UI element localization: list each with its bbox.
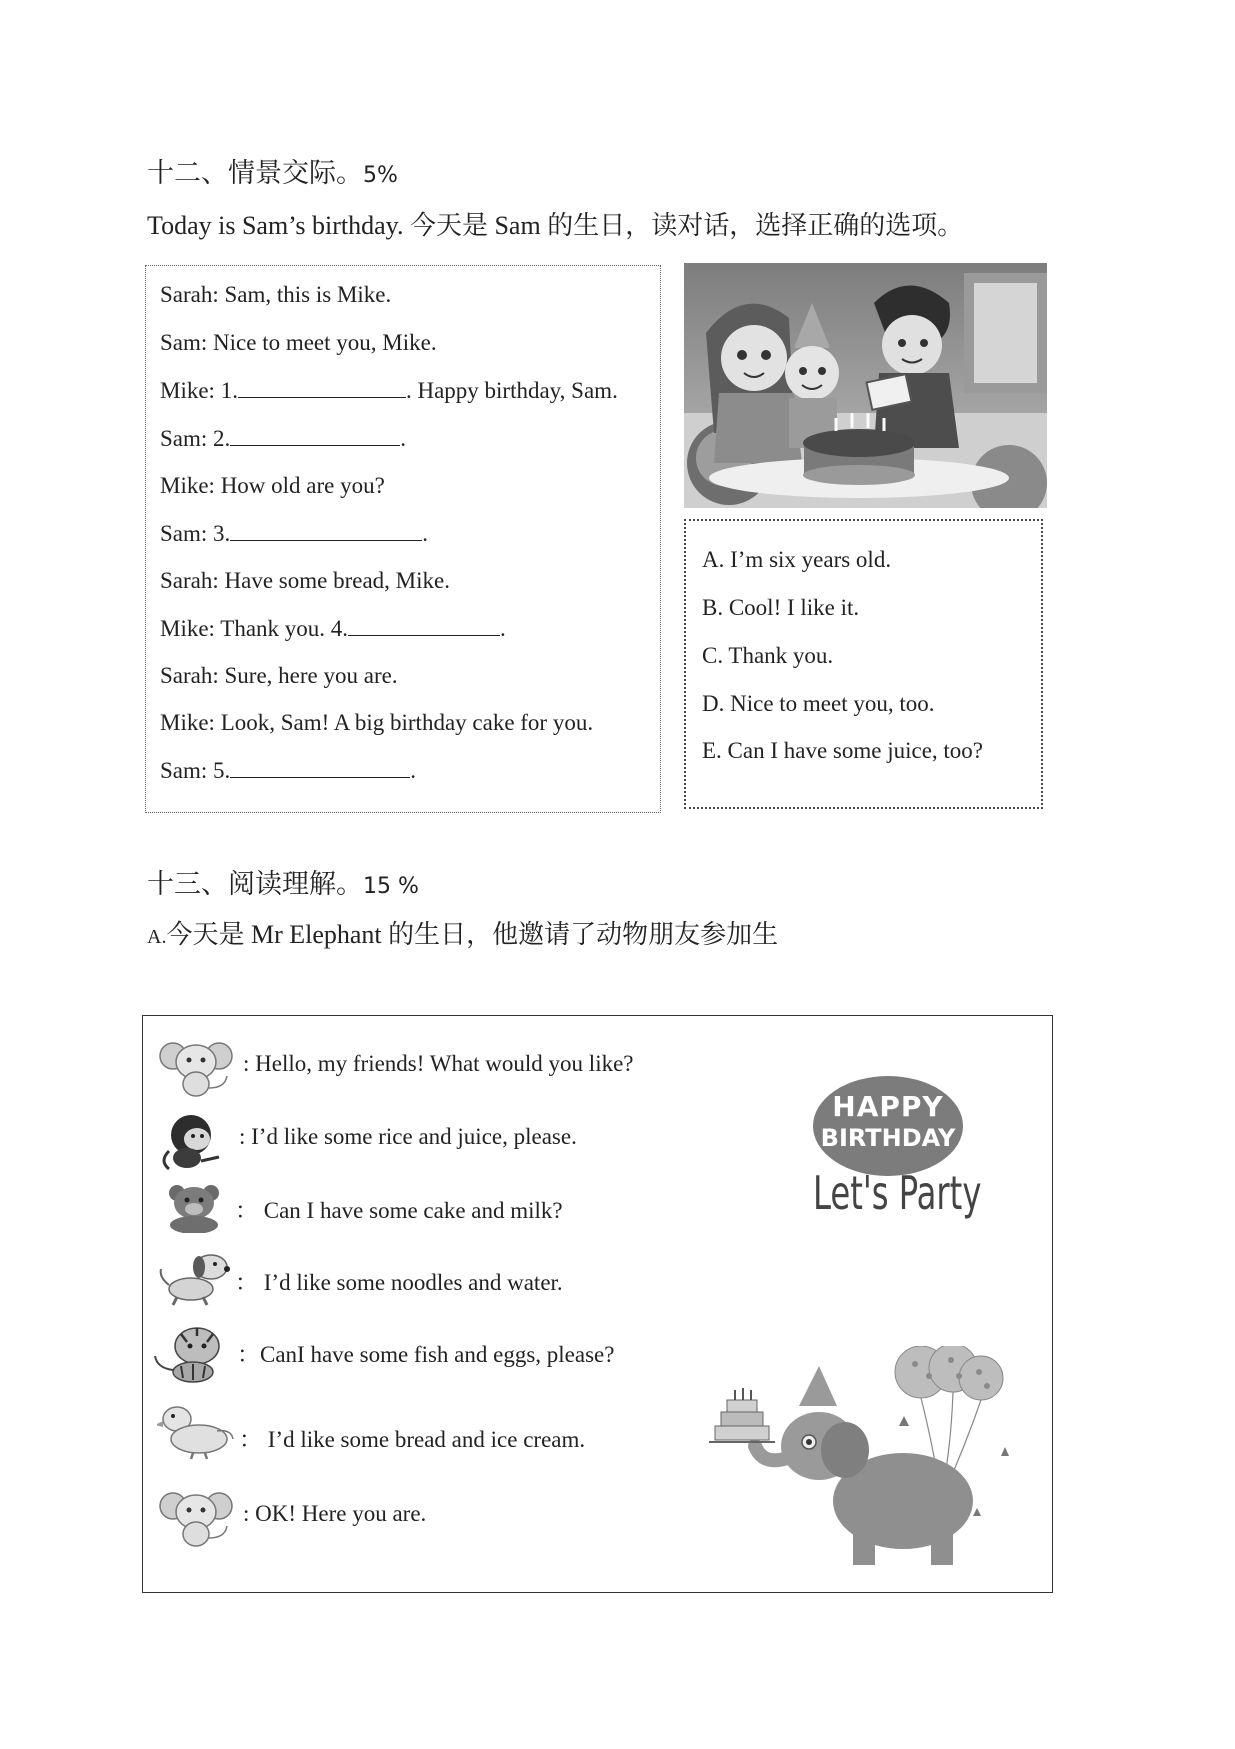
tiger-icon: [151, 1322, 233, 1384]
duck-icon: [157, 1401, 237, 1461]
options-box: [684, 519, 1043, 809]
part-a-text: 今天是 Mr Elephant 的生日，他邀请了动物朋友参加生: [166, 920, 779, 949]
party-line-4: ： I’d like some noodles and water.: [235, 1270, 563, 1295]
party-line-5: ：CanI have some fish and eggs, please?: [237, 1342, 615, 1367]
elephant-icon: [703, 1346, 1023, 1576]
dialog-line-10: Mike: Look, Sam! A big birthday cake for you.: [160, 710, 594, 735]
bear-icon: [159, 1181, 229, 1233]
dialog-line-11: Sam: 5. .: [160, 758, 417, 783]
birthday-party-picture: [684, 263, 1047, 508]
monkey-icon: [157, 1111, 235, 1171]
lets-party-tagline: Let's Party: [813, 1166, 982, 1220]
mouse-icon: [159, 1486, 233, 1550]
party-line-1: : Hello, my friends! What would you like?: [243, 1051, 634, 1076]
part-a-label: A.: [147, 926, 167, 948]
dialog-line-5: Mike: How old are you?: [160, 473, 385, 498]
section-12-heading: [147, 151, 398, 190]
dialog-line-8: Mike: Thank you. 4. .: [160, 616, 506, 641]
badge-line-2: BIRTHDAY: [820, 1124, 956, 1152]
dialog-line-7: Sarah: Have some bread, Mike.: [160, 568, 450, 593]
option-a[interactable]: A. I’m six years old.: [702, 547, 892, 572]
answer-blank-4[interactable]: [348, 615, 500, 636]
party-reading-box: [142, 1015, 1053, 1593]
answer-blank-3[interactable]: [230, 520, 422, 541]
option-b[interactable]: B. Cool! I like it.: [702, 595, 860, 620]
answer-blank-2[interactable]: [230, 425, 400, 446]
dialog-box: [145, 265, 661, 813]
mouse-icon: [159, 1036, 233, 1100]
section-12-title: 十二、情景交际。: [147, 158, 363, 189]
option-e[interactable]: E. Can I have some juice, too?: [702, 738, 984, 763]
party-line-7: : OK! Here you are.: [243, 1501, 427, 1526]
dialog-line-4: Sam: 2. .: [160, 426, 407, 451]
badge-line-1: HAPPY: [832, 1090, 944, 1123]
option-c[interactable]: C. Thank you.: [702, 643, 834, 668]
dialog-line-6: Sam: 3. .: [160, 521, 429, 546]
option-d[interactable]: D. Nice to meet you, too.: [702, 691, 935, 716]
answer-blank-1[interactable]: [238, 377, 406, 398]
party-line-2: : I’d like some rice and juice, please.: [239, 1124, 577, 1149]
section-13-heading: [147, 862, 419, 901]
dog-icon: [155, 1251, 237, 1307]
section-13-score: 15 %: [363, 874, 419, 899]
dialog-line-1: Sarah: Sam, this is Mike.: [160, 282, 392, 307]
dialog-line-3: Mike: 1. . Happy birthday, Sam.: [160, 378, 618, 403]
section-13-intro: [147, 914, 778, 951]
section-12-score: 5%: [363, 163, 398, 188]
section-12-intro: Today is Sam’s birthday. 今天是 Sam 的生日，读对话，选择正确的选项。: [147, 211, 964, 240]
dialog-line-2: Sam: Nice to meet you, Mike.: [160, 330, 437, 355]
section-13-title: 十三、阅读理解。: [147, 869, 363, 900]
party-line-6: ： I’d like some bread and ice cream.: [239, 1427, 586, 1452]
party-line-3: ： Can I have some cake and milk?: [235, 1198, 563, 1223]
dialog-line-9: Sarah: Sure, here you are.: [160, 663, 398, 688]
answer-blank-5[interactable]: [230, 757, 410, 778]
